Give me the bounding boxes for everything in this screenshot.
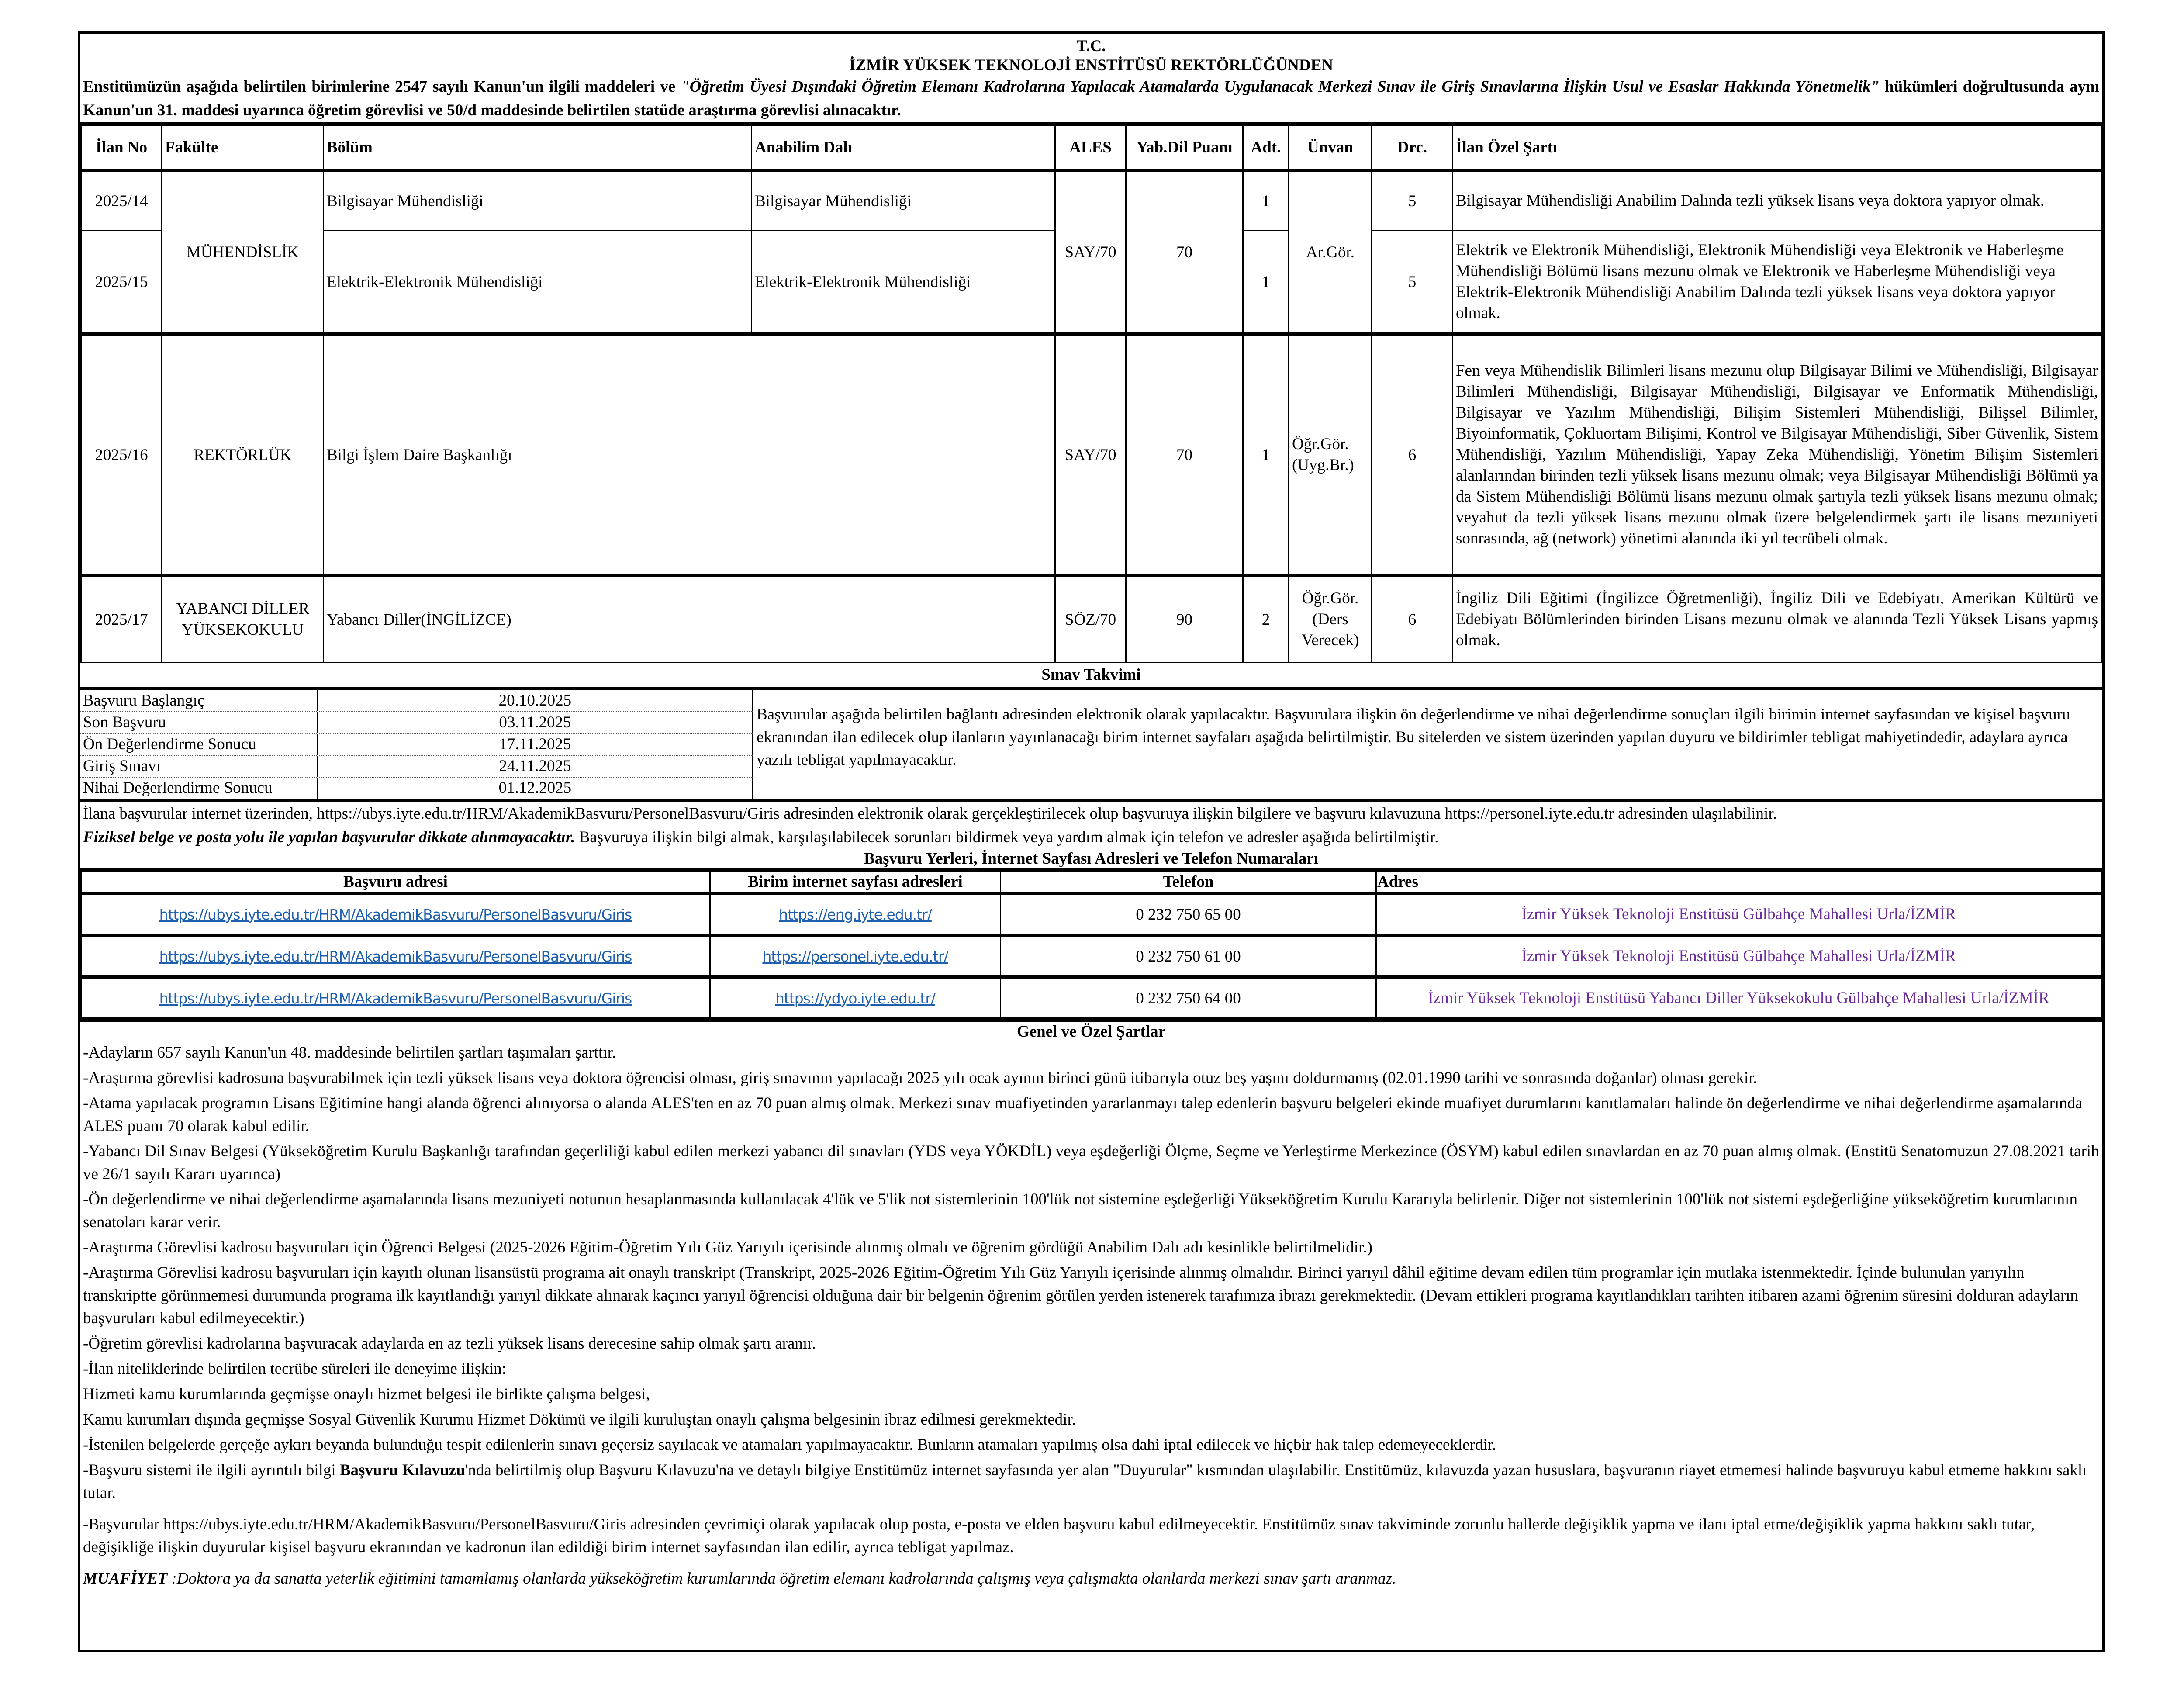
notice-line2 [83, 826, 2099, 849]
drc: 5 [1372, 170, 1453, 231]
contact-row [81, 935, 2101, 977]
unit-website-link[interactable]: https://ydyo.iyte.edu.tr/ [775, 989, 936, 1007]
contact-row [81, 977, 2101, 1018]
header-institution: İZMİR YÜKSEK TEKNOLOJİ ENSTİTÜSÜ REKTÖRLÜĞÜNDEN [849, 56, 1334, 74]
drc: 6 [1372, 334, 1453, 575]
calendar-label: Son Başvuru [80, 712, 318, 733]
condition-item: -Araştırma Görevlisi kadrosu başvuruları için kayıtlı olunan lisansüstü programa ait onaylı transkript (Transkript, 2025-2026 Eğitim-Öğretim Yılı Güz Yarıyılı içerisinde alınmış olmalıdır. Birinci yarıyıl dâhil eğitime devam edilen tüm programlar için mutlaka istenmektedir. İçinde bulunulan yarıyılın transkriptte görünmemesi durumunda programa ilk kayıtlandığı yarıyıl dikkate alınarak kaçıncı yarıyıl öğrencisi olduğuna dair bir belgenin öğrenim görülen yerden istenerek tarafımıza ibrazı gerekmektedir. (Devam ettikleri programa kayıtlandıkları tarihten itibaren azami öğrenim süresini dolduran adayların başvuruları kabul edilmeyecektir.) [83, 1264, 2078, 1327]
condition-item: -İlan niteliklerinde belirtilen tecrübe süreleri ile deneyime ilişkin: [83, 1360, 506, 1378]
calendar-date: 17.11.2025 [318, 734, 753, 755]
exam-calendar [80, 690, 2102, 799]
ozel-sart: İngiliz Dili Eğitimi (İngilizce Öğretmenliği), İngiliz Dili ve Edebiyatı, Amerikan Kültürü ve Edebiyatı Bölümlerinden birinden Lisans mezunu olmak ve alanında Tezli Yüksek Lisans yapmış olmak. [1453, 575, 2101, 663]
calendar-dates [80, 690, 753, 799]
calendar-label: Nihai Değerlendirme Sonucu [80, 778, 318, 799]
col-birim-sayfasi: Birim internet sayfası adresleri [710, 870, 1001, 893]
table-row [81, 170, 2101, 231]
ales: SÖZ/70 [1055, 575, 1126, 663]
guide-item [83, 1459, 2099, 1505]
positions-table [80, 122, 2102, 663]
condition-item: -Öğretim görevlisi kadrolarına başvuracak adaylarda en az tezli yüksek lisans derecesine sahip olmak şartı aranır. [83, 1335, 816, 1352]
anabilim: Elektrik-Elektronik Mühendisliği [752, 231, 1055, 335]
condition-item: -Atama yapılacak programın Lisans Eğitimine hangi alanda öğrenci alınıyorsa o alanda ALES'ten en az 70 puan almış olmak. Merkezi sınav muafiyetinden yararlanmayı talep edenlerin başvuru belgeleri ekinde muafiyet durumlarını kanıtlamaları halinde ön değerlendirme ve nihai değerlendirme aşamalarında ALES puanı 70 olarak kabul edilir. [83, 1094, 2083, 1135]
application-link[interactable]: https://ubys.iyte.edu.tr/HRM/AkademikBasvuru/PersonelBasvuru/Giris [159, 948, 632, 965]
ilan-no: 2025/15 [81, 231, 162, 335]
intro-part2: hükümleri doğrultusunda aynı Kanun'un 31. maddesi uyarınca öğretim görevlisi ve 50/d maddesinde belirtilen statüde araştırma görevlisi alınacaktır. [83, 78, 2099, 119]
intro-part1: Enstitümüzün aşağıda belirtilen birimlerine 2547 sayılı Kanun'un ilgili maddeleri ve [83, 78, 681, 96]
unit-website-link[interactable]: https://eng.iyte.edu.tr/ [779, 906, 932, 923]
drc: 6 [1372, 575, 1453, 663]
unit-website-link[interactable]: https://personel.iyte.edu.tr/ [762, 948, 948, 965]
col-basvuru-adresi: Başvuru adresi [81, 870, 710, 893]
condition-item: -Araştırma Görevlisi kadrosu başvuruları için Öğrenci Belgesi (2025-2026 Eğitim-Öğretim Yılı Güz Yarıyılı içerisinde alınmış olmalı ve öğrenim gördüğü Anabilim Dalı adı kesinlikle belirtilmelidir.) [83, 1238, 1372, 1256]
address: İzmir Yüksek Teknoloji Enstitüsü Gülbahçe Mahallesi Urla/İZMİR [1376, 893, 2101, 935]
calendar-date: 24.11.2025 [318, 756, 753, 777]
calendar-label: Ön Değerlendirme Sonucu [80, 734, 318, 755]
yabdil: 90 [1126, 575, 1243, 663]
table-row [81, 334, 2101, 575]
phone: 0 232 750 61 00 [1001, 935, 1376, 977]
col-telefon: Telefon [1001, 870, 1376, 893]
address: İzmir Yüksek Teknoloji Enstitüsü Gülbahçe Mahallesi Urla/İZMİR [1376, 935, 2101, 977]
guide-bold: Başvuru Kılavuzu [339, 1461, 465, 1479]
col-fakulte: Fakülte [162, 124, 324, 170]
col-ozel-sart: İlan Özel Şartı [1453, 124, 2101, 170]
adt: 1 [1243, 170, 1289, 231]
calendar-date: 01.12.2025 [318, 778, 753, 799]
calendar-row [80, 690, 753, 712]
adt: 2 [1243, 575, 1289, 663]
ilan-no: 2025/16 [81, 334, 162, 575]
address: İzmir Yüksek Teknoloji Enstitüsü Yabancı Diller Yüksekokulu Gülbahçe Mahallesi Urla/İZMİR [1376, 977, 2101, 1018]
guide-pre: -Başvuru sistemi ile ilgili ayrıntılı bilgi [83, 1461, 340, 1479]
calendar-date: 20.10.2025 [318, 690, 753, 711]
bolum: Elektrik-Elektronik Mühendisliği [324, 231, 752, 335]
general-conditions [80, 1041, 2102, 1590]
notice-help: Başvuruya ilişkin bilgi almak, karşılaşılabilecek sorunları bildirmek veya yardım almak için telefon ve adresler aşağıda belirtilmiştir. [575, 828, 1439, 846]
ozel-sart: Elektrik ve Elektronik Mühendisliği, Elektronik Mühendisliği veya Elektronik ve Haberleşme Mühendisliği Bölümü lisans mezunu olmak ve Elektronik ve Haberleşme Mühendisliği veya Elektrik-Elektronik Mühendisliği Anabilim Dalında tezli yüksek lisans veya doktora yapıyor olmak. [1453, 231, 2101, 335]
intro-regulation: "Öğretim Üyesi Dışındaki Öğretim Elemanı Kadrolarına Yapılacak Atamalarda Uygulanacak Merkezi Sınav ile Giriş Sınavlarına İlişkin Usul ve Esaslar Hakkında Yönetmelik" [681, 78, 1880, 96]
announcement-document [78, 31, 2105, 1652]
anabilim: Bilgisayar Mühendisliği [752, 170, 1055, 231]
bolum: Bilgi İşlem Daire Başkanlığı [324, 334, 1055, 575]
ozel-sart: Fen veya Mühendislik Bilimleri lisans mezunu olup Bilgisayar Bilimi ve Mühendisliği, Bilgisayar Bilimleri Mühendisliği, Bilgisayar Mühendisliği, Bilgisayar ve Enformatik Mühendisliği, Bilgisayar ve Yazılım Mühendisliği, Bilişim Sistemleri Mühendisliği, Bilişsel Bilimler, Biyoinformatik, Çokluortam Bilişimi, Kontrol ve Bilgisayar Mühendisliği, Siber Güvenlik, Sistem Mühendisliği, Yazılım Mühendisliği, Yapay Zeka Mühendisliği, Yönetim Bilişim Sistemleri alanlarından birinden tezli yüksek lisans mezunu olmak; veya Bilgisayar Mühendisliği Bölümü ya da Sistem Mühendisliği Bölümü lisans mezunu olmak şartıyla tezli yüksek lisans mezunu olmak; veyahut da tezli yüksek lisans mezunu olmak üzere belgelendirmek şartı ile lisans mezuniyeti sonrasında, ağ (network) yönetimi alanında iki yıl tecrübeli olmak. [1453, 334, 2101, 575]
condition-item: Kamu kurumları dışında geçmişse Sosyal Güvenlik Kurumu Hizmet Dökümü ve ilgili kuruluştan onaylı çalışma belgesinin ibraz edilmesi gerekmektedir. [83, 1411, 1076, 1429]
application-link[interactable]: https://ubys.iyte.edu.tr/HRM/AkademikBasvuru/PersonelBasvuru/Giris [159, 989, 632, 1007]
ilan-no: 2025/14 [81, 170, 162, 231]
yabdil: 70 [1126, 334, 1243, 575]
fakulte: MÜHENDİSLİK [162, 170, 324, 334]
online-application-item: -Başvurular https://ubys.iyte.edu.tr/HRM/AkademikBasvuru/PersonelBasvuru/Giris adresinden çevrimiçi olarak yapılacak olup posta, e-posta ve elden başvuru kabul edilmeyecektir. Enstitümüz sınav takviminde zorunlu hallerde değişiklik yapma ve ilanı iptal etme/değişiklik yapma hakkını saklı tutar, değişikliğe ilişkin duyurular kişisel başvuru ekranından ve kadronun ilan edildiği birim internet sayfasından ilan edilir, ayrıca tebligat yapılmaz. [83, 1515, 2035, 1556]
ales: SAY/70 [1055, 334, 1126, 575]
exemption-text: :Doktora ya da sanatta yeterlik eğitimini tamamlamış olanlarda yükseköğretim kurumlarında öğretim elemanı kadrolarında çalışmış veya çalışmakta olanlarda merkezi sınav şartı aranmaz. [167, 1570, 1396, 1588]
contact-row [81, 893, 2101, 935]
yabdil: 70 [1126, 170, 1243, 334]
calendar-note: Başvurular aşağıda belirtilen bağlantı adresinden elektronik olarak yapılacaktır. Başvurulara ilişkin ön değerlendirme ve nihai değerlendirme sonuçları ilgili birimin internet sayfasından ve kişisel başvuru ekranından ilan edilecek olup ilanların yayınlanacağı birim internet sayfaları aşağıda belirtilmiştir. Bu sitelerden ve sistem üzerinden yapılan duyuru ve bildirimler tebligat mahiyetindedir, adaylara ayrıca yazılı tebligat yapılmayacaktır. [757, 706, 2070, 769]
ozel-sart: Bilgisayar Mühendisliği Anabilim Dalında tezli yüksek lisans veya doktora yapıyor olmak. [1453, 170, 2101, 231]
header-tc: T.C. [1076, 37, 1106, 55]
calendar-row [80, 756, 753, 778]
document-header [80, 34, 2102, 75]
unvan: Öğr.Gör. (Ders Verecek) [1289, 575, 1372, 663]
col-adt: Adt. [1243, 124, 1289, 170]
bolum: Yabancı Diller(İNGİLİZCE) [324, 575, 1055, 663]
condition-item: -Araştırma görevlisi kadrosuna başvurabilmek için tezli yüksek lisans veya doktora öğrencisi olması, giriş sınavının yapılacağı 2025 yılı ocak ayının birinci günü itibarıyla otuz beş yaşını doldurmamış (02.01.1990 tarihi ve sonrasında doğanlar) olması gerekir. [83, 1069, 1757, 1087]
application-notice [80, 799, 2102, 849]
col-ales: ALES [1055, 124, 1126, 170]
exemption-label: MUAFİYET [83, 1570, 168, 1588]
col-ilan-no: İlan No [81, 124, 162, 170]
fakulte: YABANCI DİLLER YÜKSEKOKULU [162, 575, 324, 663]
adt: 1 [1243, 334, 1289, 575]
guide-post: 'nda belirtilmiş olup Başvuru Kılavuzu'na ve detaylı bilgiye Enstitümüz internet sayfasında yer alan "Duyurular" kısmından ulaşılabilir. Enstitümüz, kılavuzda yazan hususlara, başvuranın riayet etmemesi halinde başvuruyu kabul etmeme hakkını saklı tutar. [83, 1461, 2087, 1502]
calendar-date: 03.11.2025 [318, 712, 753, 733]
col-drc: Drc. [1372, 124, 1453, 170]
ales: SAY/70 [1055, 170, 1126, 334]
notice-warning: Fiziksel belge ve posta yolu ile yapılan başvurular dikkate alınmayacaktır. [83, 828, 575, 846]
condition-item: -Adayların 657 sayılı Kanun'un 48. maddesinde belirtilen şartları taşımaları şarttır. [83, 1044, 616, 1062]
intro-paragraph [80, 75, 2102, 122]
condition-item: Hizmeti kamu kurumlarında geçmişse onaylı hizmet belgesi ile birlikte çalışma belgesi, [83, 1385, 650, 1403]
col-adres: Adres [1376, 870, 2101, 893]
ilan-no: 2025/17 [81, 575, 162, 663]
col-yabdil: Yab.Dil Puanı [1126, 124, 1243, 170]
general-conditions-title: Genel ve Özel Şartlar [80, 1019, 2102, 1041]
col-bolum: Bölüm [324, 124, 752, 170]
notice-line1: İlana başvurular internet üzerinden, https://ubys.iyte.edu.tr/HRM/AkademikBasvuru/PersonelBasvuru/Giris adresinden elektronik olarak gerçekleştirilecek olup başvuruya ilişkin bilgilere ve başvuru kılavuzuna https://personel.iyte.edu.tr adresinden ulaşılabilinir. [83, 805, 1777, 823]
calendar-row [80, 734, 753, 756]
col-unvan: Ünvan [1289, 124, 1372, 170]
col-anabilim: Anabilim Dalı [752, 124, 1055, 170]
calendar-label: Giriş Sınavı [80, 756, 318, 777]
adt: 1 [1243, 231, 1289, 335]
bolum: Bilgisayar Mühendisliği [324, 170, 752, 231]
phone: 0 232 750 65 00 [1001, 893, 1376, 935]
exemption-item [83, 1567, 2099, 1590]
drc: 5 [1372, 231, 1453, 335]
contacts-header-row [81, 870, 2101, 893]
calendar-row [80, 712, 753, 734]
contacts-title: Başvuru Yerleri, İnternet Sayfası Adresleri ve Telefon Numaraları [864, 850, 1318, 868]
condition-item: -Ön değerlendirme ve nihai değerlendirme aşamalarında lisans mezuniyeti notunun hesaplanmasında kullanılacak 4'lük ve 5'lik not sistemlerinin 100'lük not sistemine eşdeğerliği Yükseköğretim Kurulu Kararıyla belirlenir. Diğer not sistemlerinin 100'lük not sistemi eşdeğerliğine yükseköğretim kurumlarının senatoları karar verir. [83, 1190, 2077, 1231]
unvan: Ar.Gör. [1289, 170, 1372, 334]
condition-item: -İstenilen belgelerde gerçeğe aykırı beyanda bulunduğu tespit edilenlerin sınavı geçersiz sayılacak ve atamaları yapılmayacaktır. Bunların atamaları yapılmış olsa dahi iptal edilecek ve hiçbir hak talep edemeyeceklerdir. [83, 1436, 1496, 1454]
contacts-table [80, 868, 2102, 1019]
application-link[interactable]: https://ubys.iyte.edu.tr/HRM/AkademikBasvuru/PersonelBasvuru/Giris [159, 906, 632, 923]
unvan: Öğr.Gör. (Uyg.Br.) [1289, 334, 1372, 575]
positions-header-row [81, 124, 2101, 170]
table-row [81, 575, 2101, 663]
condition-item: -Yabancı Dil Sınav Belgesi (Yükseköğretim Kurulu Başkanlığı tarafından geçerliliği kabul edilen merkezi yabancı dil sınavları (YDS veya YÖKDİL) veya eşdeğerliği Ölçme, Seçme ve Yerleştirme Merkezince (ÖSYM) kabul edilen sınavlardan en az 70 puan almış olmak. (Enstitü Senatomuzun 27.08.2021 tarih ve 26/1 sayılı Kararı uyarınca) [83, 1142, 2099, 1183]
calendar-label: Başvuru Başlangıç [80, 690, 318, 711]
fakulte: REKTÖRLÜK [162, 334, 324, 575]
calendar-row [80, 778, 753, 799]
phone: 0 232 750 64 00 [1001, 977, 1376, 1018]
calendar-title: Sınav Takvimi [80, 663, 2102, 690]
